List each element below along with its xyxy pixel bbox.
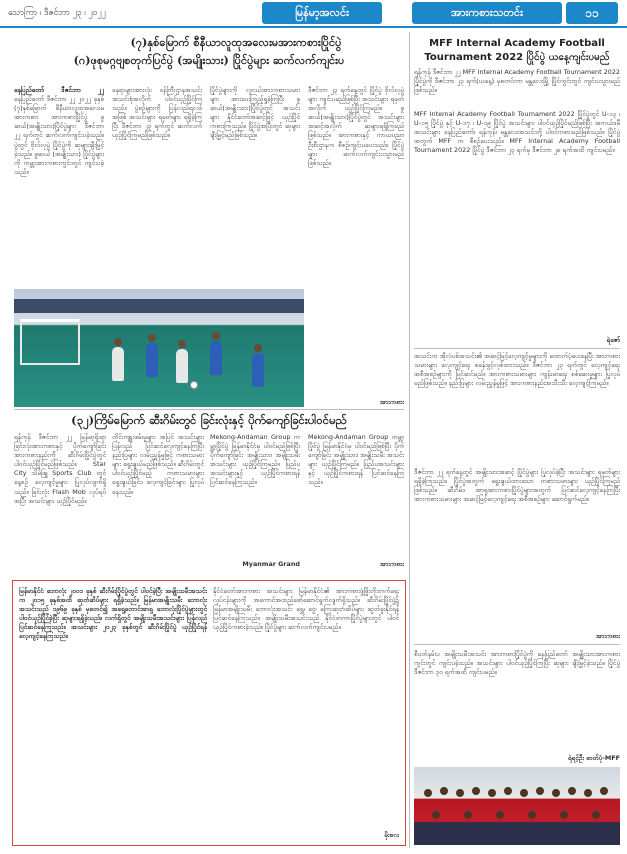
boxed-col-1 [19,587,207,827]
article1-byline: အားကစား [379,398,404,406]
article2-title: (၃၂)ကြိမ်မြောက် ဆီးဂိမ်းတွင် ခြင်းလုံးနှင့် ပိုက်ကျော်ခြင်းပါဝင်မည် [71,413,347,427]
article1-title-line1: (၇)နှစ်မြောက် စီနီယာလူထုအလေးမအားကစားပြိုင်ပွဲ [130,35,342,49]
article1-col1-text: နေပြည်တော် ဒီဇင်ဘာ ၂၂ ၂၀၂၂ ခုနှစ် (၇)နှစ်မြောက် စီနီယာလူထုအလေးမအားကစား အားကစားပြိုင်ပွဲ ဖူဆယ်(အမျိုးသား)ပြိုင်ပွဲများ ဒီဇင်ဘာ ၂၂ ရက်တွင် ဆက်လက်ကျင်းပခဲ့သည်။ ပွဲတွင် ဗိုလ်လုပွဲ ပြိုင်ပွဲကို ဆုများချီးမြှင့်ခဲ့သည်။ ဖူဆယ် (အမျိုးသား) ပြိုင်ပွဲများကို ကမ္ဘာ့အားကစားကွင်းတွင် ကျင်းပခဲ့သည်။ [14,95,104,176]
article1-dateline: နေပြည်တော် ဒီဇင်ဘာ ၂၂ [14,86,104,94]
article1-title-line2: (ဂ)ဖုစုမဂ္ဂဗျစတုက်ပြင်ပွဲ (အမျိုးသား) ပြိုင်ပွဲများ ဆက်လက်ကျင်းပ [73,53,345,67]
right-paragraph-4 [414,468,620,630]
right-p2-text: MFF Internal Academy Football Tournament 2022 ပြိုင်ပွဲတွင် U-၁၃ ၊ U-၁၅ ပြိုင်ပွဲ နှင့် U-၁၇ ၊ U-၁၉ ပြိုင်ပွဲ အသင်းများ ပါဝင်ယှဉ်ပြိုင်မည်ဖြစ်ပြီး အကယ်ဒမီ အသင်းများ နေပြည်တော်၊ ရန်ကုန်၊ မန္တလေးအသင်းတို့ ပါဝင်ကစားမည်ဖြစ်သည်။ ပြိုင်ပွဲအတွက် MFF က စီစဉ်ပေးသည်။ MFF Internal Academy Football Tournament 2022 ပြိုင်ပွဲ ဒီဇင်ဘာ ၂၃ ရက်မှ ဒီဇင်ဘာ ၂၈ ရက်အထိ ကျင်းပမည်။ [414,110,620,155]
article1-col4-text: ဒီဇင်ဘာ ၂၃ ရက်နေ့တွင် ပြိုင်ပွဲ ဗိုလ်လုပွဲများ ကျင်းပမည်ဖြစ်ပြီး အသင်းများ ရမှတ်အလိုက် ယှဉ်ပြိုင်ကြမည်။ ဖူဆယ်(အမျိုးသား)ပြိုင်ပွဲတွင် အသင်းများ အဆင့်အလိုက် ဆုများရရှိကြမည်ဖြစ်သည်။ အားကစားနှင့် ကာယပညာဦးစီးဌာနက စီစဉ်ကျင်းပပေးသည်။ ပြိုင်ပွဲများ ဆက်လက်ကျင်းပသွားမည် ဖြစ်သည်။ [308,86,404,167]
right-divider-2 [414,644,620,645]
header-date: သောကြာ ၊ ဒီဇင်ဘာ ၂၃ ၊ ၂၀၂၂ [8,8,106,18]
article2-byline-1: Myanmar Grand [242,560,300,568]
page-header [0,0,627,26]
right-byline-3: ရဲရင့်ဦး ဓာတ်ပုံ-MFF [567,754,620,762]
right-p1-text: ရန်ကုန် ဒီဇင်ဘာ ၂၂ MFF Internal Academy Football Tournament 2022 ပြိုင်ပွဲကို ဒီဇင်ဘာ ၂၃ ရက်(ယနေ့) မှစတင်ကာ မန္တလေးမြို့ ပြိုင်ကွင်းတွင် ကျင်းပသွားမည်ဖြစ်သည်။ [414,68,620,95]
boxed-byline: မိုးစလ [384,831,399,839]
right-paragraph-1 [414,68,620,108]
header-rule [0,26,627,28]
article2-col-4 [308,433,404,557]
boxed-col-2 [213,587,399,827]
right-p5-text: စီပတ်နမ်းပ အမျိုးသမီးအသင်း အားကစားပြိုင်ပွဲကို နေပြည်တော် အမျိုးသားအားကစားကွင်းတွင် ကျင်းပခဲ့သည်။ အသင်းများ ပါဝင်ယှဉ်ပြိုင်ကြပြီး ဆုများ ချီးမြှင့်ခဲ့သည်။ ပြိုင်ပွဲ ဒီဇင်ဘာ ၃၀ ရက်အထိ ကျင်းပမည်။ [414,650,620,677]
right-paragraph-5 [414,650,620,750]
right-paragraph-3 [414,352,620,462]
article2-col3-text: Mekong-Andaman Group ကမ္ဘာ့ပြိုင်ပွဲ မြန်မာနိုင်ငံမှ ပါဝင်မည်ဖြစ်ပြီး ပိုက်ကျော်ခြင်း အမျိုးသား၊ အမျိုးသမီး အသင်းများ ယှဉ်ပြိုင်ကြမည်။ ပြည်ပအသင်းများနှင့် ယှဉ်ပြိုင်ကစားရန် ပြင်ဆင်နေကြသည်။ [210,433,300,487]
article2-col3b-text: Mekong-Andaman Group ကမ္ဘာ့ပြိုင်ပွဲ မြန်မာနိုင်ငံမှ ပါဝင်မည်ဖြစ်ပြီး ပိုက်ကျော်ခြင်း အမျိုးသား၊ အမျိုးသမီး အသင်းများ ယှဉ်ပြိုင်ကြမည်။ ပြည်ပအသင်းများနှင့် ယှဉ်ပြိုင်ကစားရန် ပြင်ဆင်နေကြသည်။ [308,433,404,487]
right-byline-1: ရဲဇော် [606,336,620,344]
right-p3-text: အသင်းက အိုလံပစ်အသင်း၏ အဆင့်မြင့်လေ့ကျင့်မှုများကို ထောက်ပံ့ပေးနေပြီး အားကစားသမားများ လေ့ကျင့်ရေး စခန်းဖွင့်လှစ်ထားသည်။ ဒီဇင်ဘာ ၂၃ ရက်တွင် လေ့ကျင့်ရေး အစီအစဉ်များကို ပြင်ဆင်မည်။ အားကစားသမားများ ကျန်းမာရေး စစ်ဆေးမှုများ ပြုလုပ်မည်ဖြစ်သည်။ နည်းပြများ လမ်းညွှန်မှုဖြင့် အားကစားနည်းအသီးသီး လေ့ကျင့်ကြမည်။ [414,352,620,388]
article2-col-3 [210,433,300,557]
article1-col-2 [112,86,202,282]
right-p4-text: ဒီဇင်ဘာ ၂၂ ရက်နေ့တွင် အမျိုးသားအဆင့် ပြိုင်ပွဲများ ပြုလုပ်ခဲ့ပြီး အသင်းများ ရမှတ်များ ရရှိခဲ့ကြသည်။ ပြိုင်ပွဲအတွက် ရွေးချယ်ထားသော ကစားသမားများ ယှဉ်ပြိုင်ကြမည်ဖြစ်သည်။ ဆီးဂိမ်း၊ အာရှအားကစားပြိုင်ပွဲများအတွက် ပြင်ဆင်လေ့ကျင့်နေကြပြီး အားကစားသမားများ အဆင့်မြင့်လေ့ကျင့်ရေး အစီအစဉ်များ ဆောင်ရွက်မည်။ [414,468,620,504]
right-divider-1 [414,348,620,349]
right-paragraph-2 [414,110,620,342]
right-byline-2: အားကစား [595,632,620,640]
futsal-match-photo [14,289,304,407]
article1-col2-text: နေရာများအားလုံး ဝန်ကြီးဌာနအသင်း အသင်းစုံအလိုက် ပါဝင်ယှဉ်ပြိုင်ကြသည်။ ပွဲစဉ်များကို ပြန်လည်ရလဒ်အဖြစ် အသင်းများ ရမှတ်များ ရရှိခဲ့ကြပြီး ဒီဇင်ဘာ ၂၃ ရက်တွင် ဆက်လက်ယှဉ်ပြိုင်ကြမည်ဖြစ်သည်။ [112,86,202,140]
article1-col-4 [308,86,404,386]
article-divider [14,409,404,410]
article2-col2-text: တိုင်းကျူးဖမ်းမှုများ အပြင် အသင်းများ ပြန်လည် ပြင်ဆင်လေ့ကျင့်နေကြပြီး နည်းပြများ လမ်းညွှန်မှုဖြင့် ကစားသမားများ ရွေးချယ်မည်ဖြစ်သည်။ ဆီးဂိမ်းတွင် ပါဝင်ယှဉ်ပြိုင်မည့် ကစားသမားများ ရွေးချယ်ခြင်း၊ လေ့ကျင့်ခြင်းများ ပြုလုပ်နေသည်။ [112,433,204,496]
newspaper-section-badge: မြန်မာ့အလင်း [262,2,382,24]
page-number: ၁၁ [566,2,618,24]
article2-byline-2: အားကစား [379,560,404,568]
team-group-photo [414,767,620,845]
boxed-col2-text: နိုင်ငံတော်အားကစား အသင်းများ မြန်မာနိုင်ငံ၏ အားကစားဖွံ့ဖြိုးတိုးတက်ရေး လုပ်ငန်းများကို အကောင်အထည်ဖော်ဆောင်ရွက်လျက်ရှိသည်။ ဆီးဂိမ်းပြိုင်ပွဲ၌ မြန်မာအမျိုးသမီး ဘောလုံးအသင်း ရွှေ၊ ငွေ၊ ကြေးဆုတံဆိပ်များ ဆွတ်ခူးနိုင်ရန် ပြင်ဆင်နေကြသည်။ အမျိုးသမီးအသင်းသည် နိုင်ငံတကာပြိုင်ပွဲများတွင် ပါဝင်ယှဉ်ပြိုင်ကစားခဲ့သည်။ ပြိုင်ပွဲများ ဆက်လက်ကျင်းပမည်။ [213,587,399,632]
article2-col-2 [112,433,204,573]
article2-col1-text: ရန်ကုန် ဒီဇင်ဘာ ၂၂ မြန်မာ့ရိုးရာ ခြင်းလုံးအားကစားနှင့် ပိုက်ကျော်ခြင်းအားကစားနည်းကို ဆီးဂိမ်းပြိုင်ပွဲတွင် ပါဝင်ယှဉ်ပြိုင်မည်ဖြစ်သည်။ Star City သိမ်ဖြူ Sports Club တွင် နေ့စဉ် လေ့ကျင့်မှုများ ပြုလုပ်လျက်ရှိသည်။ ခြင်းလုံး Flash Mob လုပ်ရပ်အပြီး အသင်းများ ယှဉ်ပြိုင်မည်။ [14,433,106,505]
article1-col-1 [14,86,104,282]
sports-section-badge: အားကစားသတင်း [412,2,562,24]
boxed-article [12,580,406,846]
article1-col3-text: ပြိုင်ပွဲများကို လူငယ်အားကစားသမားများ အားပေးကြည့်ရှုခဲ့ကြပြီး ဖူဆယ်(အမျိုးသား)ပြိုင်ပွဲတွင် အသင်းများ နိုင်ငံတော်အဆင့်ဖြင့် ယှဉ်ပြိုင်ကစားကြသည်။ ပြိုင်ပွဲအပြီးတွင် ဆုများ ချီးမြှင့်မည်ဖြစ်သည်။ [210,86,300,140]
boxed-col1-text: မြန်မာနိုင်ငံ ဘောလုံး ၂၀၀၁ ခုနှစ် ဆီးဂိမ်းပြိုင်ပွဲတွင် ပါဝင်ခဲ့ပြီး အမျိုးသမီးအသင်းက ၂၀၁၅ ခုနှစ်အထိ ဆုတံဆိပ်များ ရရှိခဲ့သည်။ မြန်မာအမျိုးသမီး ဘောလုံးအသင်းသည် ၁၉၆၉ ခုနှစ် မှစတင်၍ အရှေ့တောင်အာရှ ဘောလုံးပြိုင်ပွဲများတွင် ပါဝင်ယှဉ်ပြိုင်ခဲ့ပြီး ဆုများရရှိခဲ့သည်။ လက်ရှိတွင် အမျိုးသမီးအသင်းများ ပြန်လည်ပြင်ဆင်နေကြသည်။ အသင်းများ ၂၀၂၃ ခုနှစ်တွင် ဆီးဂိမ်းပြိုင်ပွဲ ယှဉ်ပြိုင်ရန် လေ့ကျင့်နေကြသည်။ [19,587,207,641]
article2-col-1 [14,433,106,573]
column-divider [409,32,410,848]
article1-col-3 [210,86,300,282]
right-article-title: MFF Internal Academy Football Tournament 2022 ပြိုင်ပွဲ ယနေ့ကျင်းပမည် [424,38,610,63]
